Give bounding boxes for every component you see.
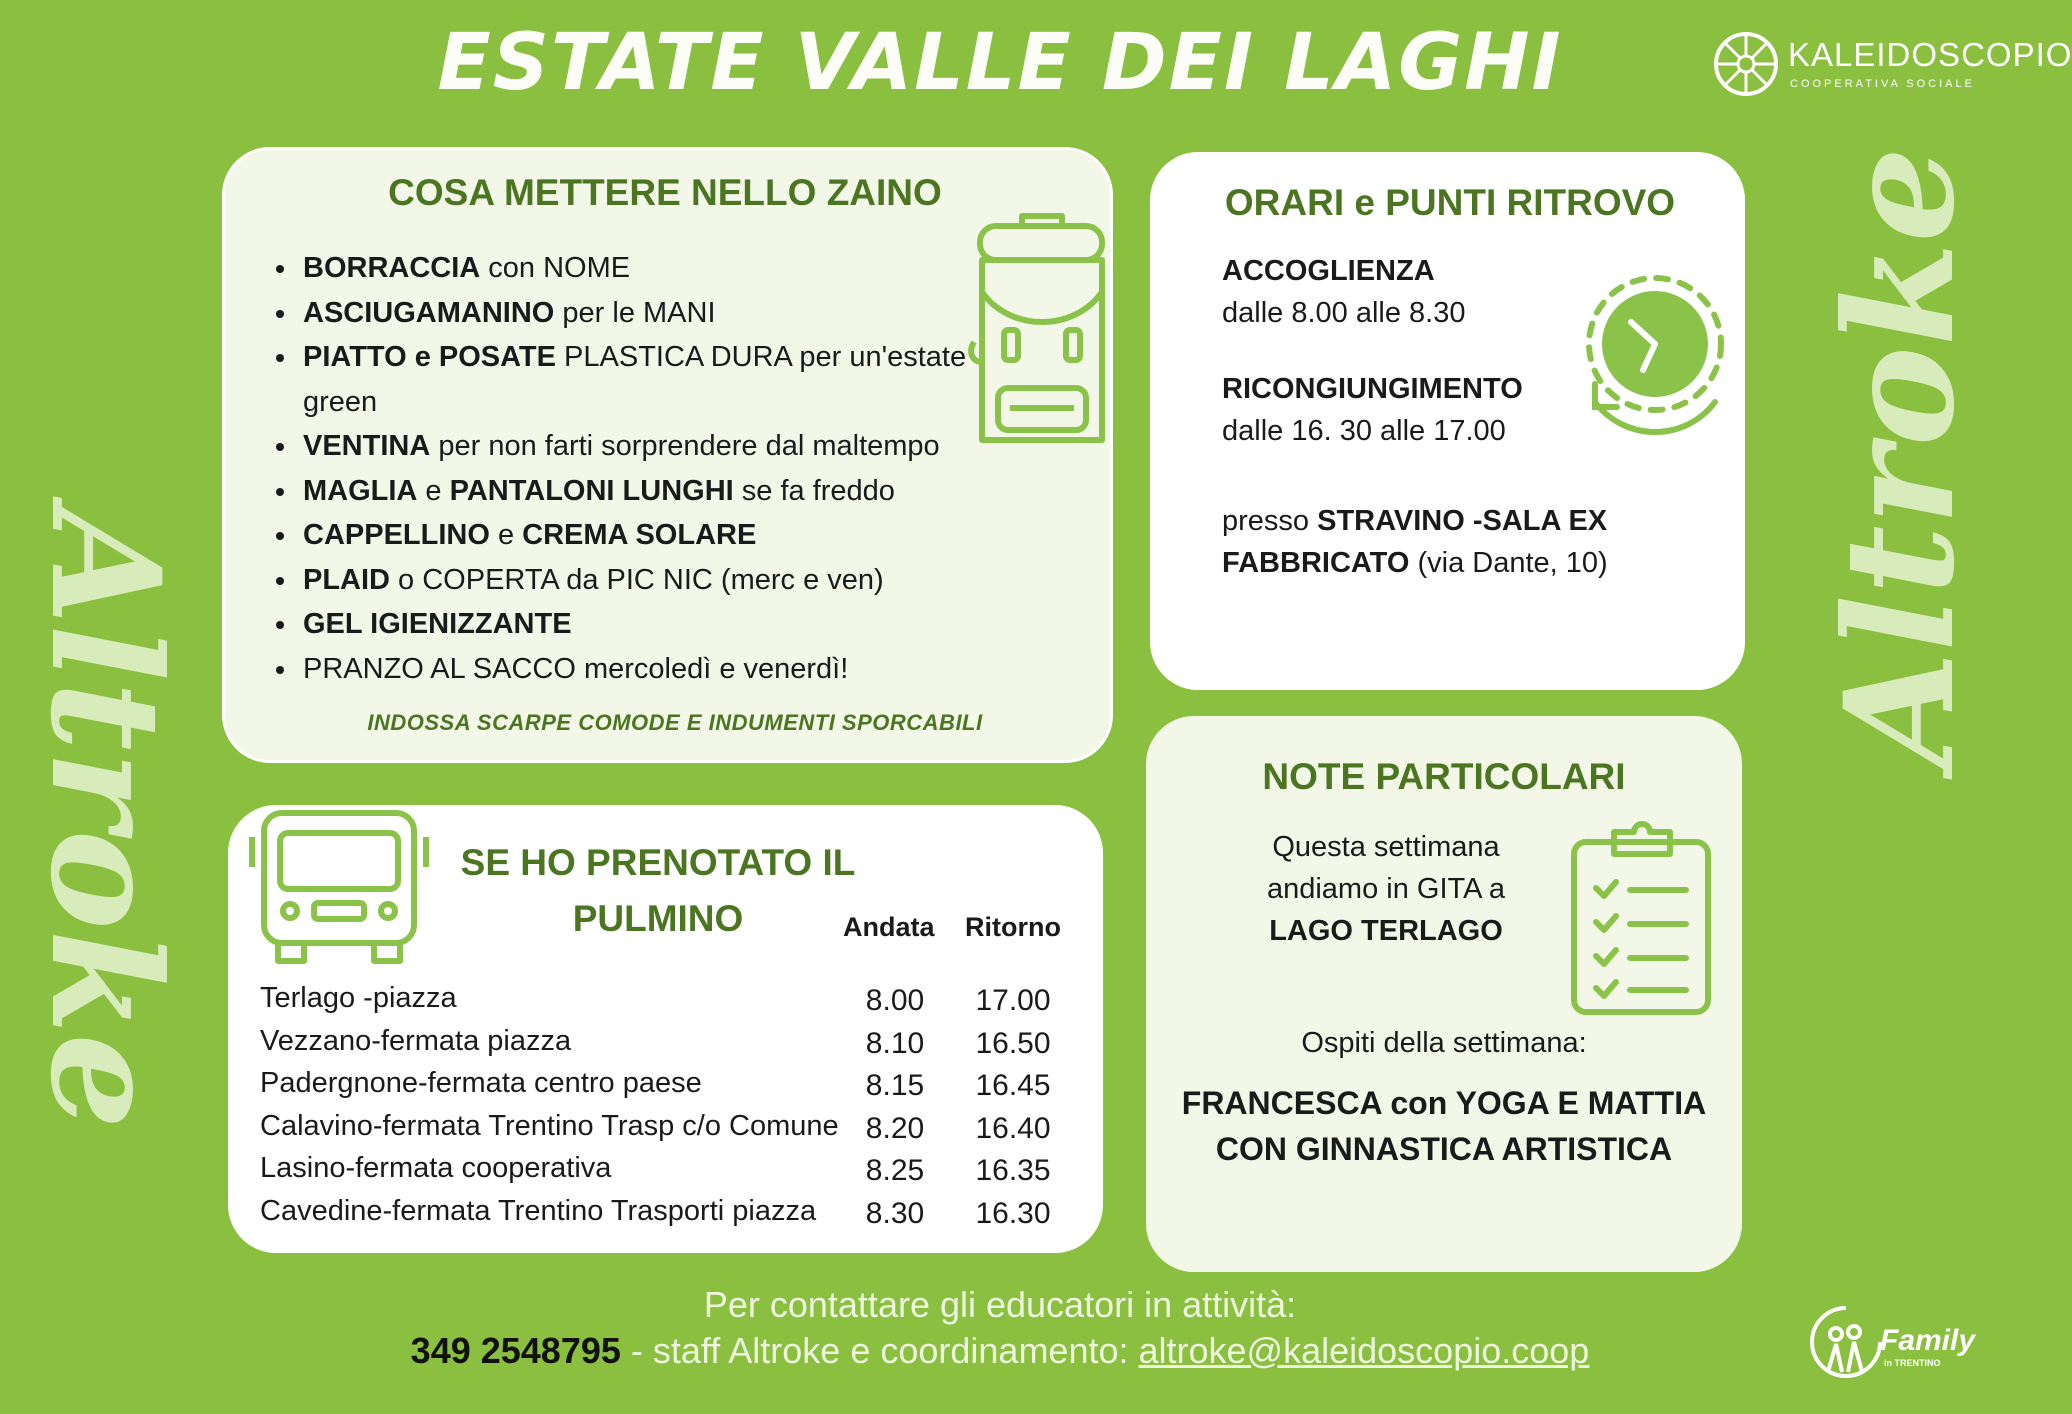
pulmino-card — [228, 805, 1103, 1253]
list-item: • PLAID o COPERTA da PIC NIC (merc e ven) — [299, 558, 999, 603]
list-item: • CAPPELLINO e CREMA SOLARE — [299, 513, 999, 558]
family-logo-sub: in TRENTINO — [1884, 1358, 1941, 1368]
ritorno-time: 16.45 — [975, 1069, 1051, 1102]
phone-number[interactable]: 349 2548795 — [410, 1330, 621, 1371]
page-title: ESTATE VALLE DEI LAGHI — [437, 18, 1563, 108]
family-logo-name: Family — [1880, 1324, 1976, 1357]
andata-column — [850, 980, 940, 1235]
col-header-andata: Andata — [843, 912, 935, 942]
guests-list — [1146, 1080, 1742, 1172]
ricongiungimento-label: RICONGIUNGIMENTO — [1222, 373, 1523, 405]
clipboard-icon — [1566, 818, 1716, 1018]
list-item: • MAGLIA e PANTALONI LUNGHI se fa freddo — [299, 469, 999, 514]
zaino-footnote: INDOSSA SCARPE COMODE E INDUMENTI SPORCABILI — [367, 710, 983, 735]
guests-label: Ospiti della settimana: — [1301, 1027, 1587, 1059]
contact-heading: Per contattare gli educatori in attività: — [703, 1284, 1297, 1325]
ricongiungimento-time: dalle 16. 30 alle 17.00 — [1222, 415, 1506, 447]
andata-time: 8.25 — [865, 1154, 925, 1187]
table-row: Cavedine-fermata Trentino Trasporti piazza — [260, 1194, 817, 1227]
ricongiungimento-block — [1222, 368, 1523, 452]
accoglienza-block — [1222, 250, 1465, 334]
table-row: Padergnone-fermata centro paese — [260, 1067, 702, 1099]
ritorno-column — [968, 980, 1058, 1235]
note-card — [1146, 716, 1742, 1272]
zaino-list — [275, 246, 999, 691]
accoglienza-label: ACCOGLIENZA — [1222, 255, 1435, 287]
logo-subtitle: COOPERATIVA SOCIALE — [1790, 78, 1975, 90]
ritorno-time: 16.50 — [975, 1026, 1051, 1060]
trip-line2: andiamo in GITA a — [1266, 873, 1506, 905]
meeting-place: presso STRAVINO -SALA EX FABBRICATO (via Dante, 10) — [1222, 505, 1608, 579]
trip-line1: Questa settimana — [1272, 831, 1500, 863]
clock-icon — [1555, 252, 1740, 452]
ritorno-time: 16.35 — [975, 1154, 1051, 1187]
ritorno-time: 16.40 — [975, 1111, 1051, 1145]
orari-card — [1150, 152, 1745, 690]
orari-title: ORARI e PUNTI RITROVO — [1224, 182, 1676, 223]
stops-column — [260, 977, 839, 1232]
andata-time: 8.10 — [865, 1026, 925, 1060]
list-item: • VENTINA per non farti sorprendere dal maltempo — [299, 424, 999, 469]
andata-time: 8.20 — [865, 1111, 925, 1145]
andata-time: 8.00 — [865, 984, 925, 1017]
andata-time: 8.30 — [865, 1196, 925, 1230]
logo-name: KALEIDOSCOPIO — [1788, 36, 2072, 73]
trip-place: LAGO TERLAGO — [1269, 915, 1503, 947]
contact-text: - staff Altroke e coordinamento: — [620, 1330, 1139, 1371]
list-item: • PRANZO AL SACCO mercoledì e venerdì! — [299, 647, 999, 692]
zaino-title: COSA METTERE NELLO ZAINO — [388, 172, 942, 213]
pulmino-title: SE HO PRENOTATO IL PULMINO — [460, 842, 856, 939]
guests-line2: CON GINNASTICA ARTISTICA — [1215, 1131, 1673, 1167]
accoglienza-time: dalle 8.00 alle 8.30 — [1222, 297, 1466, 329]
guests-line1: FRANCESCA con YOGA E MATTIA — [1181, 1085, 1707, 1121]
email-link[interactable]: altroke@kaleidoscopio.coop — [1138, 1330, 1590, 1371]
trip-info — [1246, 826, 1526, 952]
table-row: Lasino-fermata cooperativa — [260, 1152, 612, 1184]
backpack-icon — [970, 212, 1110, 452]
family-trentino-logo — [1808, 1302, 1976, 1382]
list-item: • GEL IGIENIZZANTE — [299, 602, 999, 647]
list-item: • BORRACCIA con NOME — [299, 246, 999, 291]
ritorno-time: 17.00 — [975, 984, 1051, 1017]
kaleidoscopio-logo — [1712, 30, 2072, 100]
side-text-left: Altroke — [17, 508, 193, 1130]
note-title: NOTE PARTICOLARI — [1262, 756, 1626, 797]
col-header-ritorno: Ritorno — [965, 912, 1061, 942]
table-row: Calavino-fermata Trentino Trasp c/o Comune — [260, 1109, 839, 1142]
table-row: Terlago -piazza — [260, 982, 457, 1014]
side-text-right: Altroke — [1812, 146, 1988, 768]
table-row: Vezzano-fermata piazza — [260, 1024, 572, 1057]
kaleidoscope-icon — [1712, 30, 1780, 98]
zaino-card — [222, 147, 1113, 763]
list-item: • PIATTO e POSATE PLASTICA DURA per un'estate green — [299, 335, 999, 424]
contact-line — [0, 1330, 2000, 1372]
andata-time: 8.15 — [865, 1069, 925, 1102]
bus-icon — [244, 807, 434, 967]
family-icon — [1808, 1302, 1884, 1382]
ritorno-time: 16.30 — [975, 1196, 1051, 1230]
list-item: • ASCIUGAMANINO per le MANI — [299, 291, 999, 336]
